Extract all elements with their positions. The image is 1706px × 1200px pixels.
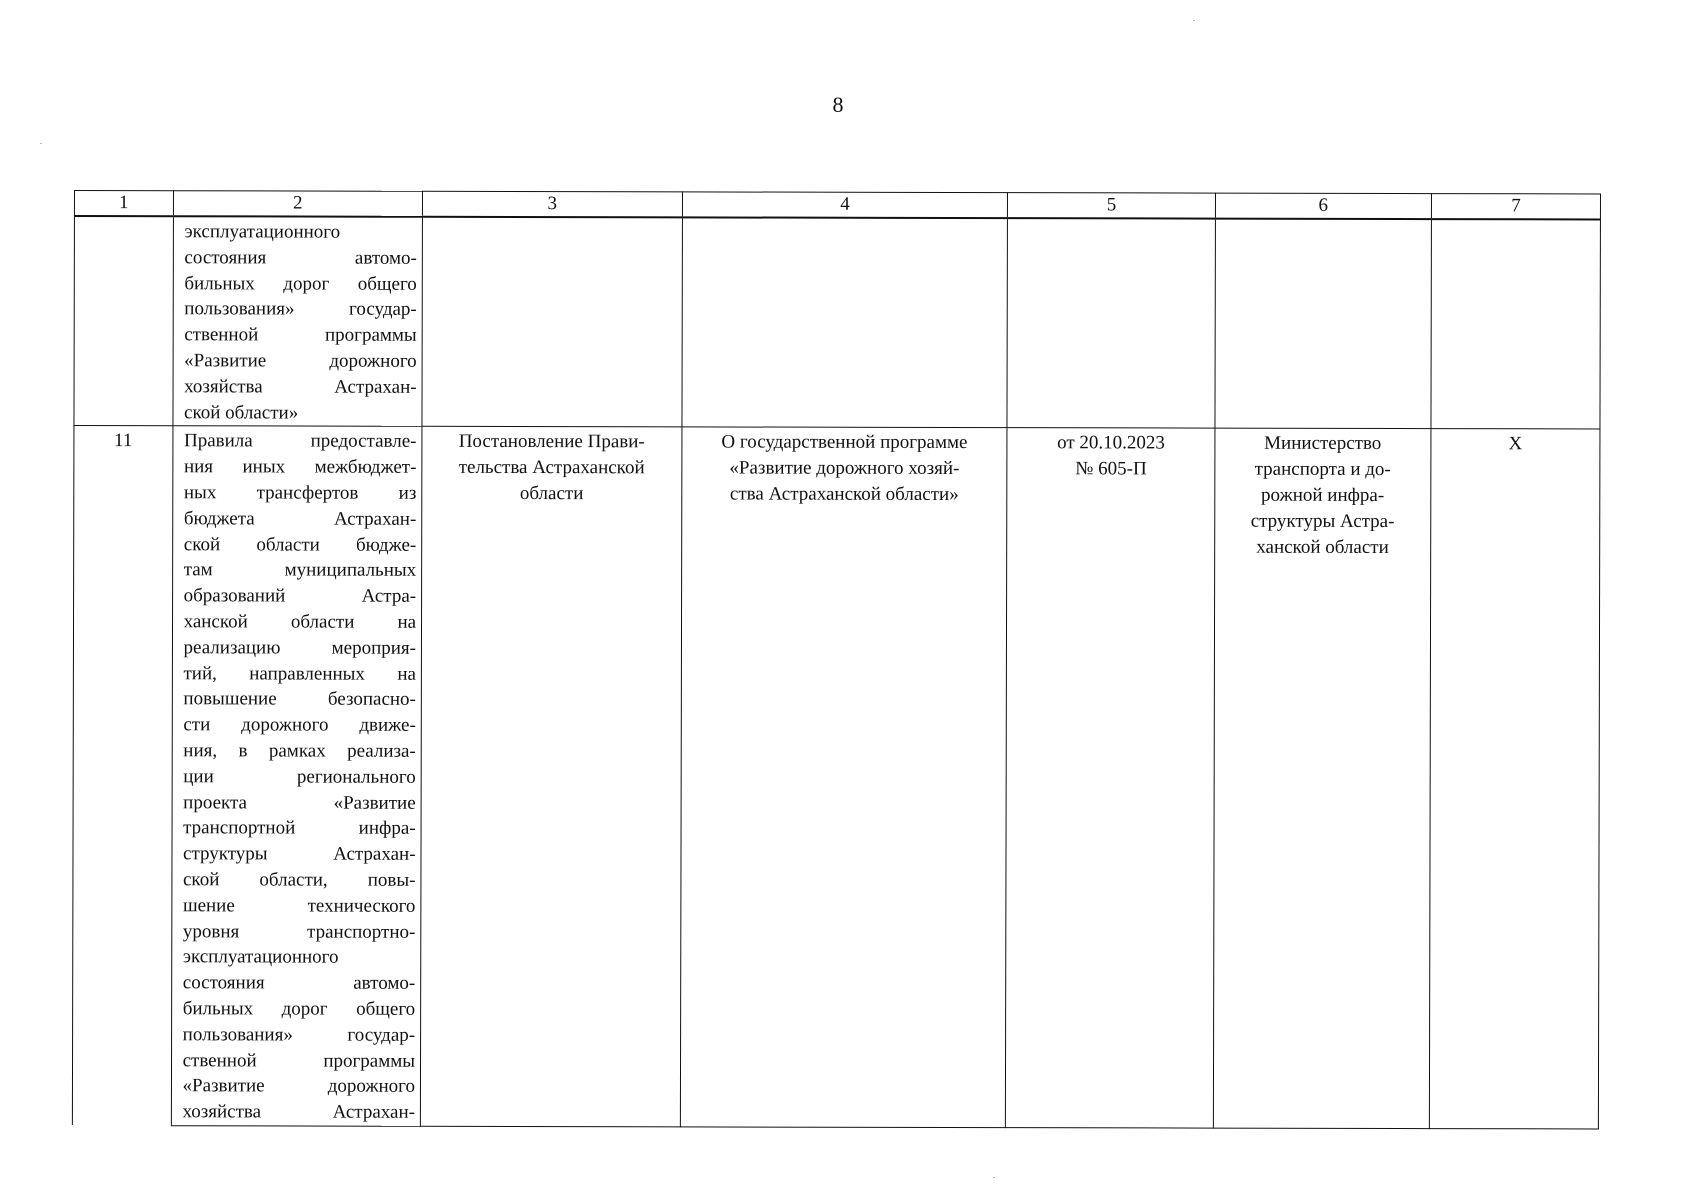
cell-act-name: [680, 427, 1008, 1127]
text-line: бильных дорог общего: [182, 998, 416, 1020]
text-line: ской области бюдже-: [183, 533, 417, 556]
text-line: ской области, повы-: [182, 869, 416, 891]
text-line: пользования» государ-: [184, 298, 417, 321]
text-line: эксплуатационного: [184, 221, 341, 243]
text-line: структуры Астра-: [1250, 510, 1395, 532]
text-line: бюджета Астрахан-: [183, 508, 417, 530]
text-line: шение технического: [182, 894, 416, 917]
cell-act-title: [173, 216, 423, 426]
table-row-11: [72, 426, 1600, 1129]
text-line: ханской области: [1256, 536, 1389, 558]
cell-responsible: [1213, 428, 1431, 1128]
text-line: ции регионального: [183, 765, 416, 788]
column-header-7: 7: [1431, 194, 1600, 220]
text-line: состояния автомо-: [182, 972, 416, 994]
cell-act-date: [1006, 428, 1215, 1128]
text-line: состояния автомо-: [184, 247, 417, 269]
text-line: рожной инфра-: [1261, 484, 1385, 506]
table-row-continuation: [74, 216, 1600, 429]
cell-mark: [1431, 219, 1601, 429]
text-line: «Развитие дорожного хозяй-: [729, 457, 960, 480]
column-header-3: 3: [422, 191, 682, 217]
text-line: пользования» государ-: [182, 1023, 416, 1046]
text-line: транспорта и до-: [1254, 458, 1391, 481]
cell-act-type: [422, 217, 682, 427]
scan-speck: [1193, 20, 1195, 21]
text-line: тий, направленных на: [183, 662, 416, 685]
text-line: Министерство: [1264, 433, 1382, 455]
cell-act-title: [171, 426, 422, 1126]
text-line: ской области»: [184, 401, 299, 424]
text-line: ственной программы: [182, 1049, 416, 1072]
scan-speck: [40, 143, 42, 144]
column-header-2: 2: [173, 191, 423, 217]
cell-number: [74, 216, 173, 426]
text-line: проекта «Развитие: [183, 791, 416, 814]
page-number: 8: [832, 92, 844, 117]
text-line: от 20.10.2023: [1057, 432, 1165, 454]
legal-acts-table: [72, 190, 1601, 1129]
text-line: структуры Астрахан-: [183, 843, 416, 865]
column-header-6: 6: [1215, 193, 1431, 219]
text-line: ния иных межбюджет-: [183, 456, 417, 478]
text-line: «Развитие дорожного: [182, 1075, 416, 1098]
text-line: ных трансфертов из: [183, 482, 417, 504]
text-line: тельства Астраханской: [458, 457, 645, 479]
column-number-row: [74, 191, 1600, 220]
text-line: образований Астра-: [183, 585, 417, 607]
text-line: Правила предоставле-: [183, 430, 417, 453]
text-line: № 605-П: [1075, 458, 1147, 480]
text-line: ственной программы: [184, 324, 417, 346]
text-line: О государственной программе: [721, 431, 968, 454]
text-line: уровня транспортно-: [182, 920, 416, 943]
text-line: «Развитие дорожного: [184, 350, 417, 372]
text-line: сти дорожного движе-: [183, 714, 416, 736]
column-header-1: 1: [74, 191, 173, 217]
text-line: повышение безопасно-: [183, 688, 416, 711]
cell-act-name: [682, 217, 1008, 428]
text-line: области: [519, 482, 584, 505]
cell-act-date: [1007, 218, 1215, 428]
text-line: бильных дорог общего: [184, 272, 417, 295]
column-header-4: 4: [682, 192, 1008, 218]
cell-responsible: [1215, 219, 1432, 429]
text-line: хозяйства Астрахан-: [182, 1101, 415, 1123]
text-line: эксплуатационного: [182, 946, 339, 968]
text-line: хозяйства Астрахан-: [184, 376, 417, 398]
text-line: ния, в рамках реализа-: [183, 740, 416, 762]
text-line: реализацию мероприя-: [183, 636, 417, 659]
text-line: там муниципальных: [183, 559, 417, 582]
cell-act-type: [420, 427, 681, 1127]
cell-mark: X: [1429, 429, 1600, 1129]
text-line: транспортной инфра-: [183, 817, 416, 840]
column-header-5: 5: [1008, 193, 1215, 219]
text-line: ханской области на: [183, 611, 417, 633]
text-line: Постановление Прави-: [458, 431, 645, 453]
scan-speck: [993, 1177, 995, 1178]
cell-number: 11: [72, 426, 172, 1126]
text-line: ства Астраханской области»: [729, 483, 959, 505]
